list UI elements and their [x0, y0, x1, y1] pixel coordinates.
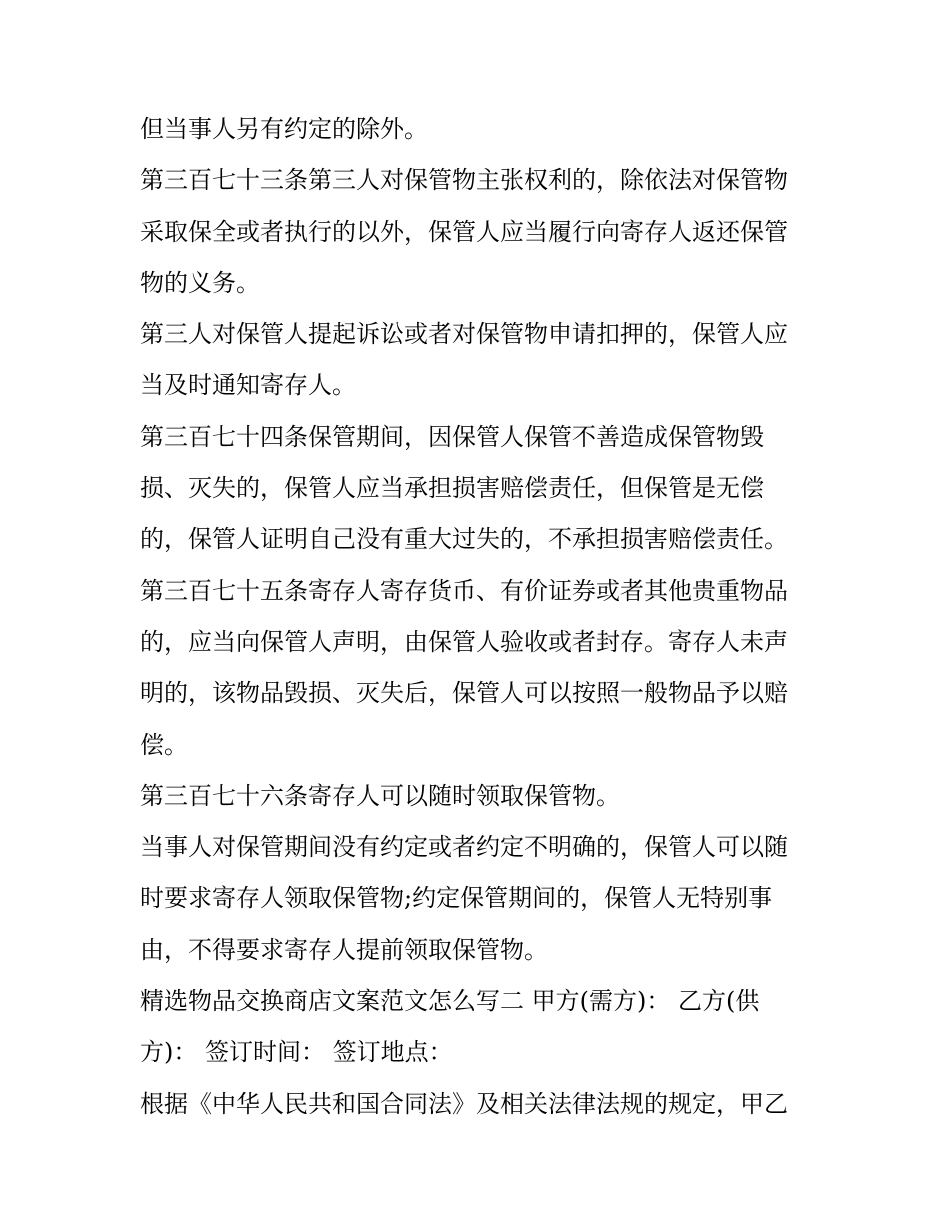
text-line-18: 精选物品交换商店文案范文怎么写二 甲方(需方)： 乙方(供	[140, 987, 760, 1016]
document-page	[140, 108, 820, 1134]
text-line-1: 但当事人另有约定的除外。	[140, 115, 428, 143]
text-line-12: 明的，该物品毁损、灭失后，保管人可以按照一般物品予以赔	[140, 679, 788, 708]
text-line-8: 损、灭失的，保管人应当承担损害赔偿责任，但保管是无偿	[140, 474, 764, 503]
text-line-2: 第三百七十三条第三人对保管物主张权利的，除依法对保管物	[140, 166, 788, 195]
text-line-6: 当及时通知寄存人。	[140, 371, 356, 400]
text-line-14: 第三百七十六条寄存人可以随时领取保管物。	[140, 781, 620, 810]
text-line-10: 第三百七十五条寄存人寄存货币、有价证券或者其他贵重物品	[140, 576, 788, 605]
text-line-15: 当事人对保管期间没有约定或者约定不明确的，保管人可以随	[140, 833, 788, 862]
text-line-20: 根据《中华人民共和国合同法》及相关法律法规的规定，甲乙	[140, 1089, 788, 1118]
text-line-19: 方)： 签订时间： 签订地点：	[140, 1038, 453, 1067]
text-line-3: 采取保全或者执行的以外，保管人应当履行向寄存人返还保管	[140, 217, 788, 246]
text-line-7: 第三百七十四条保管期间，因保管人保管不善造成保管物毁	[140, 422, 764, 451]
text-line-5: 第三人对保管人提起诉讼或者对保管物申请扣押的，保管人应	[140, 320, 788, 349]
text-line-16: 时要求寄存人领取保管物;约定保管期间的，保管人无特别事	[140, 884, 773, 913]
text-line-13: 偿。	[140, 730, 188, 759]
text-line-11: 的，应当向保管人声明，由保管人验收或者封存。寄存人未声	[140, 627, 788, 656]
text-line-4: 物的义务。	[140, 268, 260, 297]
text-line-9: 的，保管人证明自己没有重大过失的，不承担损害赔偿责任。	[140, 525, 788, 554]
text-line-17: 由，不得要求寄存人提前领取保管物。	[140, 935, 548, 964]
